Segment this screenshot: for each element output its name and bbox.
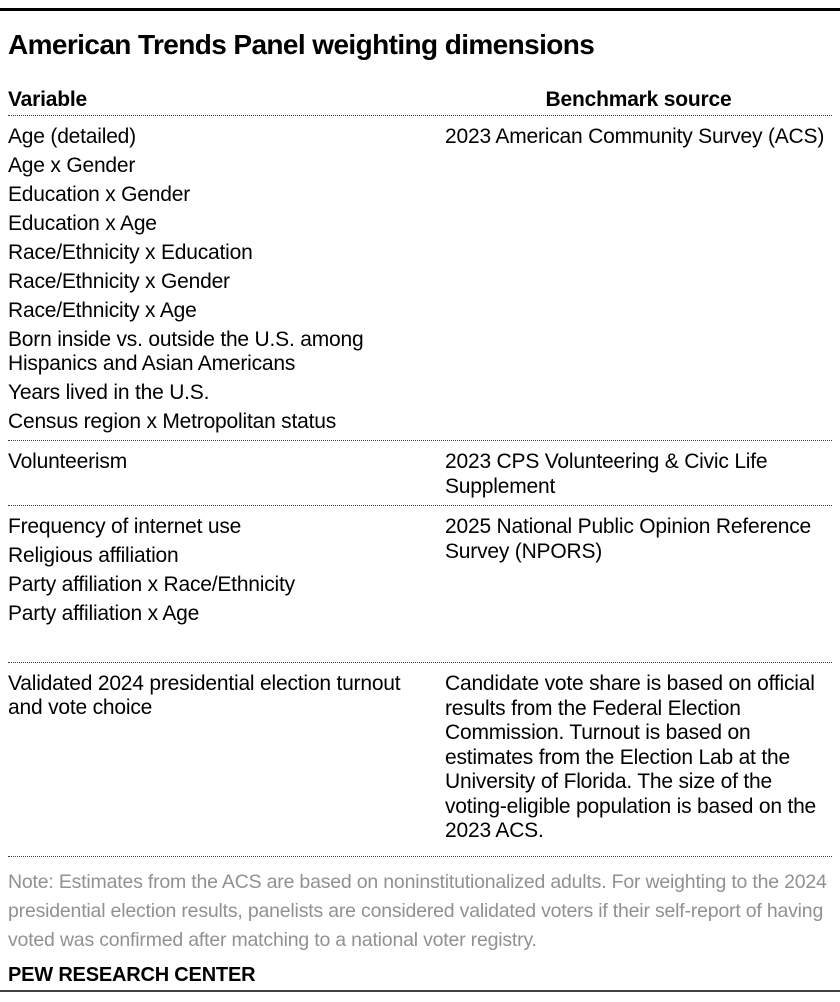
variable-item: Race/Ethnicity x Gender <box>8 270 230 293</box>
table-header-row <box>8 88 832 116</box>
table-row-volunteerism <box>8 441 832 506</box>
variable-item: Age x Gender <box>8 154 136 177</box>
variable-cell <box>8 450 445 499</box>
variable-item: Years lived in the U.S. <box>8 381 210 404</box>
variable-item: Race/Ethnicity x Age <box>8 299 197 322</box>
column-header-benchmark: Benchmark source <box>545 88 732 111</box>
variable-item: Frequency of internet use <box>8 515 242 538</box>
variable-cell <box>8 672 445 848</box>
brand-label: PEW RESEARCH CENTER <box>8 964 256 986</box>
table-row-npors <box>8 506 832 663</box>
table-row-election <box>8 663 832 857</box>
variable-item: Race/Ethnicity x Education <box>8 241 253 264</box>
variable-item: Born inside vs. outside the U.S. among Hispanics and Asian Americans <box>8 328 364 375</box>
variable-item: Validated 2024 presidential election turnout and vote choice <box>8 672 401 719</box>
figure-title: American Trends Panel weighting dimensions <box>8 29 595 60</box>
figure-content <box>0 28 840 987</box>
benchmark-cell: Candidate vote share is based on official results from the Federal Election Commission. Turnout is based on estimates from the Election Lab at the University of Florida. The size of the voting-eligible population is based on the 2023 ACS. <box>445 672 817 842</box>
column-header-variable: Variable <box>8 88 87 111</box>
benchmark-cell: 2025 National Public Opinion Reference Survey (NPORS) <box>445 515 811 563</box>
benchmark-cell: 2023 American Community Survey (ACS) <box>445 125 825 148</box>
variable-cell <box>8 125 445 434</box>
variable-item: Party affiliation x Race/Ethnicity <box>8 573 295 596</box>
benchmark-cell: 2023 CPS Volunteering & Civic Life Supplement <box>445 450 768 498</box>
note-text: Note: Estimates from the ACS are based on noninstitutionalized adults. For weighting to the 2024 presidential election results, panelists are considered validated voters if their self-report of having voted was confirmed after matching to a national voter registry. <box>8 871 827 951</box>
variable-item: Religious affiliation <box>8 544 179 567</box>
variable-item: Census region x Metropolitan status <box>8 410 337 433</box>
variable-cell <box>8 515 445 626</box>
variable-item: Volunteerism <box>8 450 127 473</box>
variable-item: Age (detailed) <box>8 125 136 148</box>
bottom-rule <box>0 990 840 992</box>
top-rule <box>0 8 840 11</box>
variable-item: Party affiliation x Age <box>8 602 200 625</box>
variable-item: Education x Gender <box>8 183 191 206</box>
variable-item: Education x Age <box>8 212 157 235</box>
weighting-table <box>8 88 832 857</box>
table-row-acs <box>8 116 832 441</box>
